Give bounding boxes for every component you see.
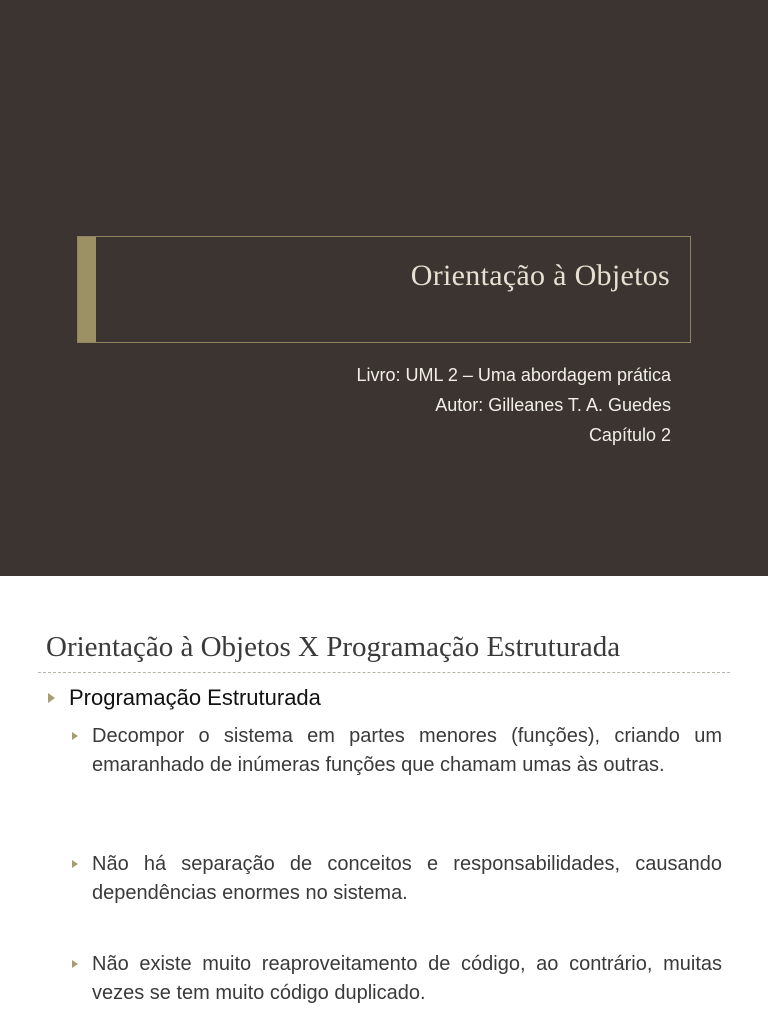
bullet-triangle-icon: [72, 732, 78, 740]
bullet-triangle-icon: [72, 960, 78, 968]
slide-title: Orientação à Objetos: [410, 259, 670, 292]
sub-bullet-text: Não há separação de conceitos e responsabilidades, causando dependências enormes no sistema.: [92, 853, 722, 904]
sub-bullet-text: Não existe muito reaproveitamento de código, ao contrário, muitas vezes se tem muito código duplicado.: [92, 953, 722, 1004]
bullet-triangle-icon: [72, 860, 78, 868]
sub-bullet-text: Decompor o sistema em partes menores (funções), criando um emaranhado de inúmeras funções que chamam umas às outras.: [92, 725, 722, 776]
sub-bullet: [72, 722, 722, 780]
content-slide-title: Orientação à Objetos X Programação Estruturada: [46, 631, 621, 663]
subtitle: [357, 360, 671, 450]
bullet-triangle-icon: [48, 693, 55, 703]
content-slide: [0, 576, 768, 1024]
title-accent-bar: [78, 237, 96, 342]
subtitle-author: Autor: Gilleanes T. A. Guedes: [435, 395, 671, 415]
title-box: [77, 236, 691, 343]
title-divider: [38, 672, 730, 673]
sub-bullet: [72, 950, 722, 1008]
subtitle-chapter: Capítulo 2: [588, 425, 671, 445]
subtitle-book: Livro: UML 2 – Uma abordagem prática: [356, 365, 671, 385]
sub-bullet: [72, 850, 722, 908]
bullet-main: [48, 685, 321, 711]
bullet-main-text: Programação Estruturada: [69, 685, 321, 710]
